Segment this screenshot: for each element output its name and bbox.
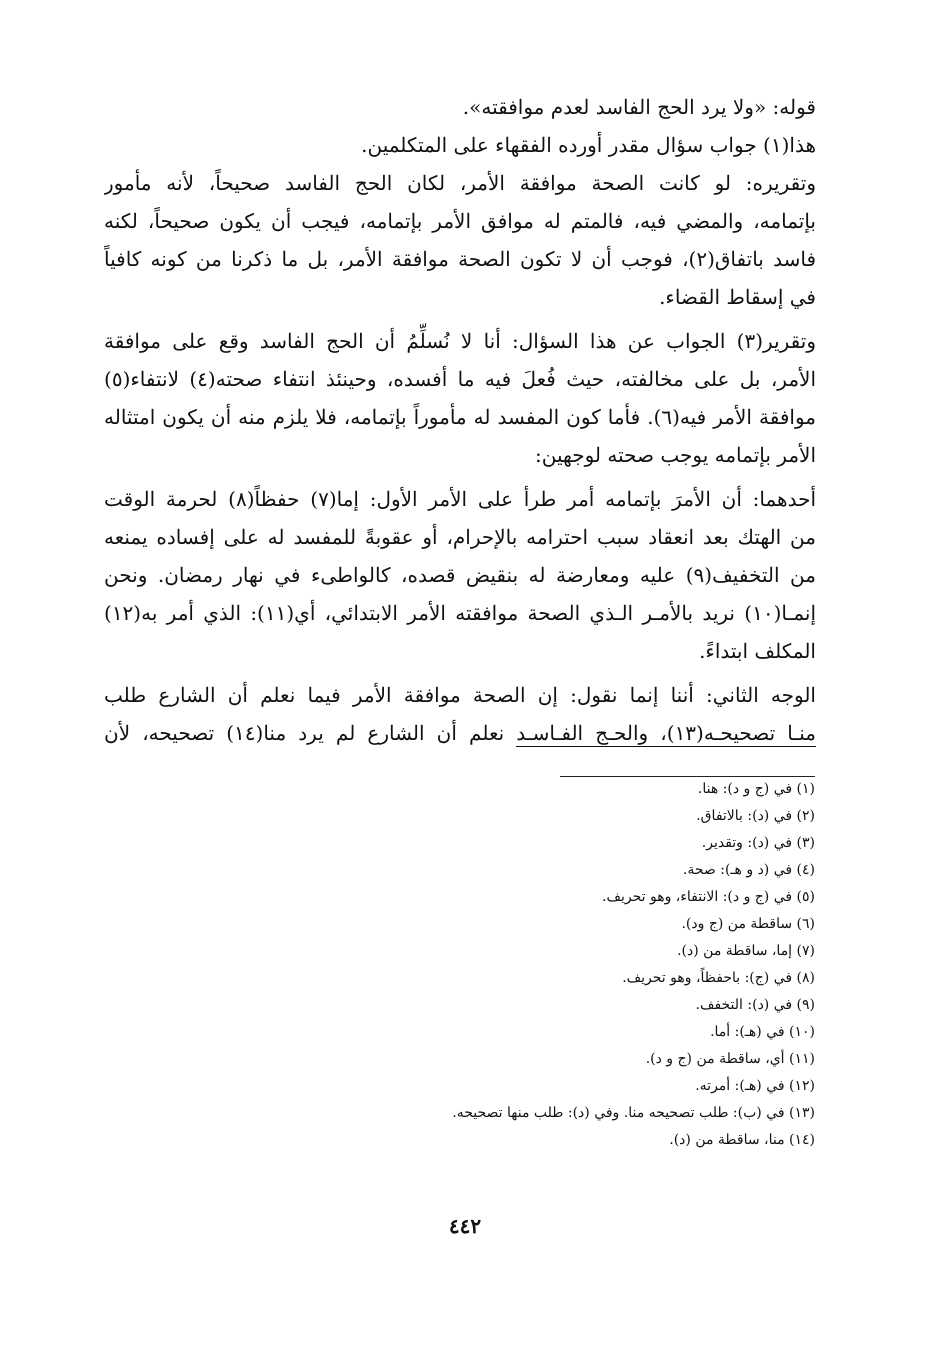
- footnote-5: (٥) في (ج و د): الانتفاء، وهو تحريف.: [602, 889, 815, 905]
- footnote-11: (١١) أي، ساقطة من (ج و د).: [645, 1051, 815, 1067]
- text-line-4: بإتمامه، والمضي فيه، فالمتم له موافق الأمر بإتمامه، فيجب أن يكون صحيحاً، لكنه: [104, 209, 816, 233]
- footnote-13: (١٣) في (ب): طلب تصحيحه منا. وفي (د): طلب منها تصحيحه.: [452, 1105, 815, 1121]
- footnote-9: (٩) في (د): التخفف.: [695, 997, 815, 1013]
- footnotes-block: [160, 776, 815, 1154]
- text-line-17: [104, 714, 816, 752]
- text-line-9: موافقة الأمر فيه(٦). فأما كون المفسد له مأموراً بإتمامه، فلا يلزم منه أن يكون امتثاله: [104, 405, 816, 429]
- text-line-8: الأمر، بل على مخالفته، حيث فُعلَ فيه ما أفسده، وحينئذ انتفاء صحته(٤) لانتفاء(٥): [104, 367, 816, 391]
- page-number: ٤٤٢: [448, 1214, 482, 1238]
- footnote-4: (٤) في (د و هـ): صحة.: [682, 862, 815, 878]
- footnote-7: (٧) إما، ساقطة من (د).: [677, 943, 815, 959]
- text-line-6: في إسقاط القضاء.: [659, 285, 816, 309]
- underlined-phrase: منـا تصحيحـه(١٣)، والحـج الفـاسـد: [516, 721, 816, 745]
- footnote-14: (١٤) منا، ساقطة من (د).: [669, 1132, 815, 1148]
- footnote-1: (١) في (ج و د): هنا.: [697, 781, 815, 797]
- text-line-11: أحدهما: أن الأمرَ بإتمامه أمر طرأ على الأمر الأول: إما(٧) حفظاً(٨) لحرمة الوقت: [104, 487, 816, 511]
- footnote-12: (١٢) في (هـ): أمرته.: [695, 1078, 815, 1094]
- text-line-13: من التخفيف(٩) عليه ومعارضة له بنقيض قصده، كالواطىء في نهار رمضان. ونحن: [104, 563, 816, 587]
- text-line-16: الوجه الثاني: أننا إنما نقول: إن الصحة موافقة الأمر فيما نعلم أن الشارع طلب: [104, 683, 816, 707]
- text-line-7: وتقرير(٣) الجواب عن هذا السؤال: أنا لا نُسلِّمُ أن الحج الفاسد وقع على موافقة: [104, 329, 816, 353]
- text-line-12: من الهتك بعد انعقاد سبب احترامه بالإحرام، أو عقوبةً للمفسد له على إفساده يمنعه: [104, 525, 816, 549]
- text-line-17-rest: نعلم أن الشارع لم يرد منا(١٤) تصحيحه، لأن: [104, 721, 517, 745]
- footnote-10: (١٠) في (هـ): أما.: [710, 1024, 815, 1040]
- text-line-1: قوله: «ولا يرد الحج الفاسد لعدم موافقته».: [462, 95, 816, 119]
- footnote-2: (٢) في (د): بالاتفاق.: [696, 808, 815, 824]
- text-line-15: المكلف ابتداءً.: [699, 639, 816, 663]
- footnote-3: (٣) في (د): وتقدير.: [701, 835, 815, 851]
- text-line-5: فاسد باتفاق(٢)، فوجب أن لا تكون الصحة موافقة الأمر، بل ما ذكرنا من كونه كافياً: [104, 247, 816, 271]
- text-line-10: الأمر بإتمامه يوجب صحته لوجهين:: [534, 443, 816, 467]
- text-line-2: هذا(١) جواب سؤال مقدر أورده الفقهاء على المتكلمين.: [361, 133, 816, 157]
- text-line-3: وتقريره: لو كانت الصحة موافقة الأمر، لكان الحج الفاسد صحيحاً، لأنه مأمور: [104, 171, 816, 195]
- footnote-6: (٦) ساقطة من (ج ود).: [681, 916, 815, 932]
- text-line-14: إنمـا(١٠) نريد بالأمـر الـذي الصحة موافقته الأمر الابتدائي، أي(١١): الذي أمر به(١٢): [104, 601, 816, 625]
- footnote-8: (٨) في (ج): باحفظاً، وهو تحريف.: [622, 970, 815, 986]
- main-text-block: [104, 88, 816, 752]
